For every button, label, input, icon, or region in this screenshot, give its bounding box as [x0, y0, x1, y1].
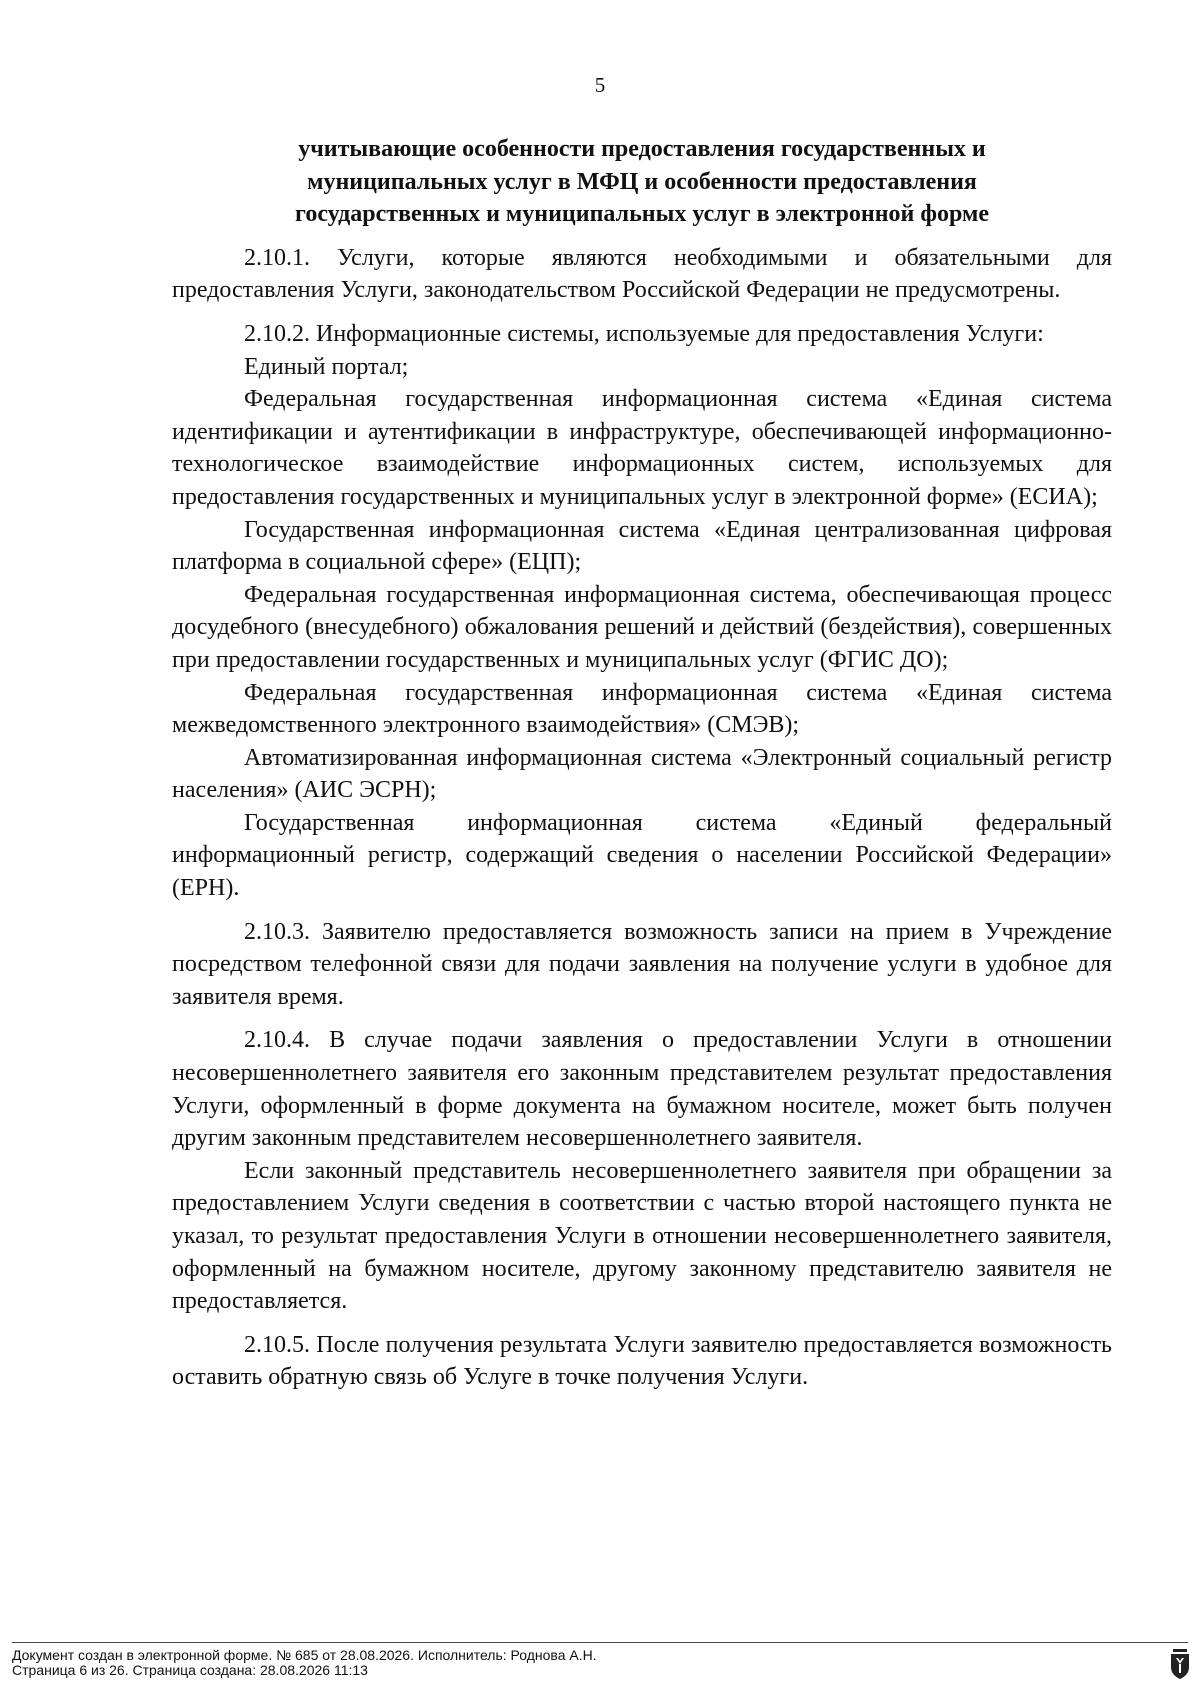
list-item-system: Федеральная государственная информационная система «Единая система межведомственного электронного взаимодействия» (СМЭВ); — [172, 679, 1112, 739]
document-footer — [12, 1648, 1162, 1678]
list-item-system: Государственная информационная система «Единая централизованная цифровая платформа в социальной сфере» (ЕЦП); — [172, 516, 1112, 576]
paragraph-2-10-2: 2.10.2. Информационные системы, используемые для предоставления Услуги: — [244, 320, 1044, 347]
paragraph-2-10-4: 2.10.4. В случае подачи заявления о предоставлении Услуги в отношении несовершеннолетнего заявителя его законным представителем результат предоставления Услуги, оформленный в форме документа на бумажном носителе, может быть получен другим законным представителем несовершеннолетнего заявителя. — [172, 1027, 1112, 1152]
document-body — [172, 133, 1112, 1394]
section-heading — [172, 133, 1112, 231]
list-item-system: Федеральная государственная информационная система «Единая система идентификации и аутентификации в инфраструктуре, обеспечивающей информационно-технологическое взаимодействие информационных систем, используемых для предоставления государственных и муниципальных услуг в электронной форме» (ЕСИА); — [172, 386, 1112, 510]
footer-line-1: Документ создан в электронной форме. № 685 от 28.08.2026. Исполнитель: Роднова А.Н. — [12, 1647, 597, 1663]
paragraph-2-10-1: 2.10.1. Услуги, которые являются необходимыми и обязательными для предоставления Услуги, законодательством Российской Федерации не предусмотрены. — [172, 244, 1112, 304]
heading-line: учитывающие особенности предоставления государственных и — [298, 136, 986, 162]
paragraph-2-10-4-continued: Если законный представитель несовершеннолетнего заявителя при обращении за предоставлением Услуги сведения в соответствии с частью второй настоящего пункта не указал, то результат предоставления Услуги в отношении несовершеннолетнего заявителя, оформленный на бумажном носителе, другому законному представителю заявителя не предоставляется. — [172, 1157, 1112, 1315]
list-item-system: Федеральная государственная информационная система, обеспечивающая процесс досудебного (внесудебного) обжалования решений и действий (бездействия), совершенных при предоставлении государственных и муниципальных услуг (ФГИС ДО); — [172, 581, 1112, 673]
footer-divider — [12, 1642, 1188, 1643]
list-item-system: Единый портал; — [244, 353, 409, 380]
heading-line: государственных и муниципальных услуг в электронной форме — [295, 201, 989, 228]
coat-of-arms-icon — [1168, 1647, 1192, 1681]
page-number: 5 — [594, 73, 606, 97]
footer-line-2: Страница 6 из 26. Страница создана: 28.08.2026 11:13 — [12, 1662, 368, 1678]
list-item-system: Автоматизированная информационная система «Электронный социальный регистр населения» (АИС ЭСРН); — [172, 744, 1112, 804]
paragraph-2-10-3: 2.10.3. Заявителю предоставляется возможность записи на прием в Учреждение посредством телефонной связи для подачи заявления на получение услуги в удобное для заявителя время. — [172, 918, 1112, 1010]
paragraph-2-10-5: 2.10.5. После получения результата Услуги заявителю предоставляется возможность оставить обратную связь об Услуге в точке получения Услуги. — [172, 1331, 1112, 1391]
list-item-system: Государственная информационная система «Единый федеральный информационный регистр, содержащий сведения о населении Российской Федерации» (ЕРН). — [172, 809, 1112, 902]
heading-line: муниципальных услуг в МФЦ и особенности предоставления — [307, 168, 977, 195]
